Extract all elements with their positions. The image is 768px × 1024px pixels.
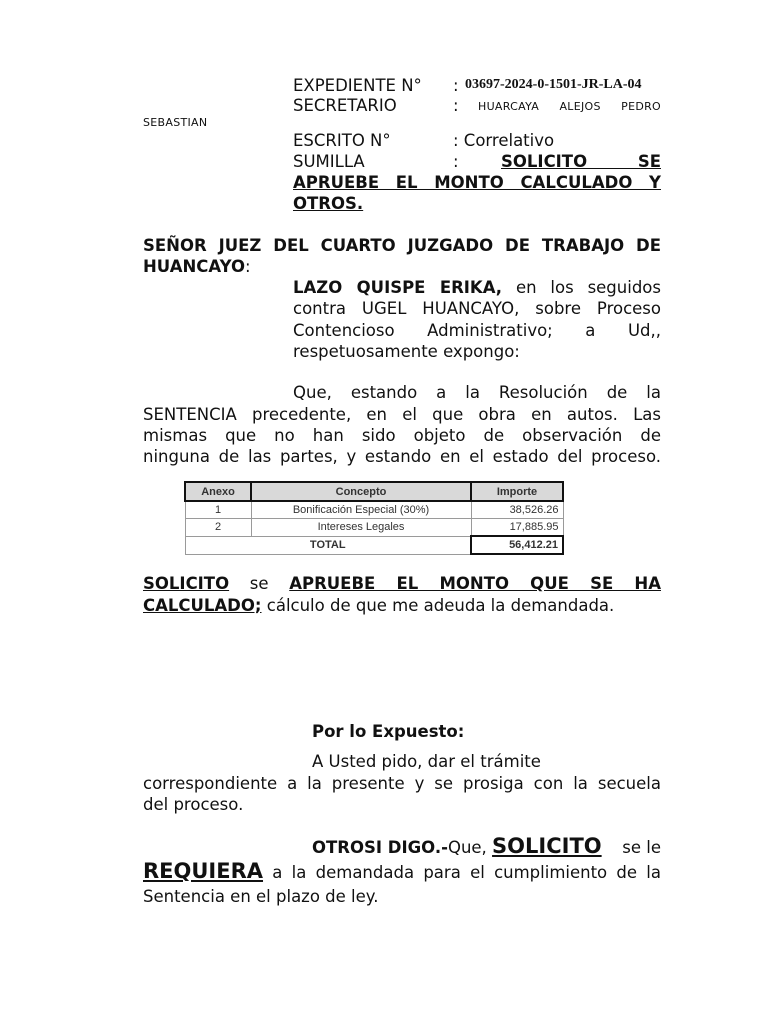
expediente-label: EXPEDIENTE N° [293,76,422,95]
table-row [185,519,563,537]
para1-line-2: SENTENCIA precedente, en el que obra en autos. Las [143,405,661,424]
addressee-line-2 [143,256,251,278]
header-importe: Importe [471,482,563,501]
otrosi-line-2 [143,859,661,883]
para1-line-3: mismas que no han sido objeto de observación de [143,426,661,445]
sumilla-colon: : [453,152,459,171]
expediente-colon: : [453,76,459,95]
table-row [185,501,563,519]
amounts-table [184,481,564,555]
request-se: se [229,574,290,593]
otrosi-label: OTROSI DIGO.- [312,838,448,857]
row-anexo: 2 [185,519,251,537]
para1-line-1: Que, estando a la Resolución de la [293,383,661,402]
otrosi-requiera: REQUIERA [143,859,264,883]
request-line-2 [143,595,614,617]
addressee-city: HUANCAYO [143,257,245,276]
closing-line-1: A Usted pido, dar el trámite [312,752,541,771]
intro-line-2: contra UGEL HUANCAYO, sobre Proceso [293,299,661,318]
total-label: TOTAL [185,536,471,554]
row-concepto: Intereses Legales [251,519,471,537]
otrosi-line-2-rest: a la demandada para el cumplimiento de la [263,863,661,882]
sumilla-value-2: APRUEBE EL MONTO CALCULADO Y [293,173,661,192]
closing-line-2: correspondiente a la presente y se prosiga con la secuela [143,774,661,793]
closing-heading: Por lo Expuesto: [312,722,465,741]
secretario-name: HUARCAYA ALEJOS PEDRO [478,100,661,113]
otrosi-line-3: Sentencia en el plazo de ley. [143,887,379,906]
total-value: 56,412.21 [471,536,563,554]
intro-line-1 [293,277,661,299]
addressee-colon: : [244,257,251,276]
escrito-value: : Correlativo [453,131,555,150]
row-concepto: Bonificación Especial (30%) [251,501,471,519]
otrosi-solicito: SOLICITO [492,834,602,858]
request-rest: cálculo de que me adeuda la demandada. [261,596,615,615]
secretario-label: SECRETARIO [293,96,397,115]
otrosi-line-1 [312,834,661,858]
expediente-number: 03697-2024-0-1501-JR-LA-04 [465,77,642,92]
closing-line-3: del proceso. [143,795,244,814]
sumilla-value-3: OTROS. [293,194,364,213]
addressee-line-1: SEÑOR JUEZ DEL CUARTO JUZGADO DE TRABAJO DE [143,236,661,255]
secretario-colon: : [453,96,459,115]
escrito-label: ESCRITO N° [293,131,391,150]
request-solicito: SOLICITO [143,574,230,593]
intro-text-1: en los seguidos [502,278,661,297]
intro-line-4: respetuosamente expongo: [293,342,520,361]
secretario-name-cont: SEBASTIAN [143,116,208,129]
intro-line-3: Contencioso Administrativo; a Ud,, [293,321,661,340]
row-importe: 17,885.95 [471,519,563,537]
header-anexo: Anexo [185,482,251,501]
sumilla-label: SUMILLA [293,152,365,171]
para1-line-4: ninguna de las partes, y estando en el estado del proceso. [143,447,661,466]
sumilla-value-1: SOLICITO SE [501,152,661,171]
otrosi-que: Que, [447,838,493,857]
plaintiff-name: LAZO QUISPE ERIKA, [293,278,503,297]
request-calculado: CALCULADO; [143,596,262,615]
request-phrase: APRUEBE EL MONTO QUE SE HA [289,574,661,593]
otrosi-se-le: se le [622,838,661,857]
row-importe: 38,526.26 [471,501,563,519]
request-line-1 [143,573,661,595]
table-total-row [185,536,563,554]
table-header-row [185,482,563,501]
header-concepto: Concepto [251,482,471,501]
row-anexo: 1 [185,501,251,519]
